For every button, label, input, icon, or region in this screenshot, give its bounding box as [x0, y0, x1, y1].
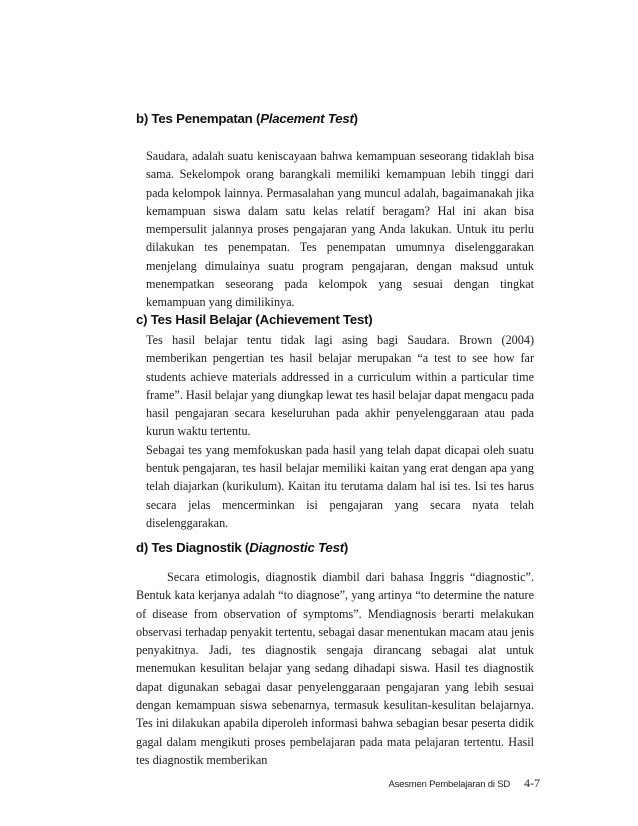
section-d-heading-prefix: d) Tes Diagnostik ( — [136, 540, 250, 555]
section-c-paragraph: Tes hasil belajar tentu tidak lagi asing bagi Saudara. Brown (2004) memberikan pengertian tes hasil belajar merupakan “a test to see how far students achieve materials addressed in a curriculum within a particular time frame”. Hasil belajar yang diungkap lewat tes hasil belajar dapat mengacu pada hasil pengajaran secara keseluruhan pada akhir penyelenggaraan atau pada kurun waktu tertentu. — [146, 333, 534, 439]
page-footer — [350, 774, 540, 792]
section-b-heading-suffix: ) — [353, 111, 358, 126]
section-d-heading-italic: Diagnostic Test — [249, 540, 344, 555]
section-d-heading — [136, 540, 348, 555]
section-d-paragraph: Secara etimologis, diagnostik diambil dari bahasa Inggris “diagnostic”. Bentuk kata kerjanya adalah “to diagnose”, yang artinya “to determine the nature of disease from observation of symptoms”. Mendiagnosis berarti melakukan observasi terhadap penyakit tertentu, sebagai dasar menentukan macam atau jenis penyakitnya. Jadi, tes diagnostik sengaja dirancang sebagai alat untuk menemukan kesulitan belajar yang sedang dihadapi siswa. Hasil tes diagnostik dapat digunakan sebagai dasar penyelenggaraan pengajaran yang lebih sesuai dengan kemampuan siswa sebenarnya, termasuk kesulitan-kesulitan belajarnya. Tes ini dilakukan apabila diperoleh informasi bahwa sebagian besar peserta didik gagal dalam mengikuti proses pembelajaran pada mata pelajaran tertentu. Hasil tes diagnostik memberikan — [136, 570, 534, 767]
section-d-heading-suffix: ) — [343, 540, 349, 555]
section-c-body — [146, 331, 534, 532]
section-b-paragraph: Saudara, adalah suatu keniscayaan bahwa kemampuan seseorang tidaklah bisa sama. Sekelompok orang barangkali memiliki kemampuan lebih tinggi dari pada kelompok lainnya. Permasalahan yang muncul adalah, bagaimanakah jika kemampuan siswa dalam satu kelas relatif beragam? Hal ini akan bisa mempersulit jalannya proses pengajaran yang Anda lakukan. Untuk itu perlu dilakukan tes penempatan. Tes penempatan umumnya diselenggarakan menjelang dimulainya suatu program pengajaran, dengan maksud untuk menempatkan seseorang pada kelompok yang sesuai dengan tingkat kemampuan yang dimilikinya. — [146, 149, 534, 310]
section-c-heading: c) Tes Hasil Belajar (Achievement Test) — [136, 312, 373, 327]
page-number: 4-7 — [524, 776, 540, 790]
section-b-heading-italic: Placement Test — [260, 111, 354, 126]
section-b-heading — [136, 111, 358, 126]
section-b-heading-prefix: b) Tes Penempatan ( — [136, 111, 261, 126]
section-c-paragraph: Sebagai tes yang memfokuskan pada hasil yang telah dapat dicapai oleh suatu bentuk pengajaran, tes hasil belajar memiliki kaitan yang erat dengan apa yang telah diajarkan (kurikulum). Kaitan itu terutama dalam hal isi tes. Isi tes harus secara jelas mencerminkan isi pengajaran yang secara nyata telah diselenggarakan. — [146, 442, 534, 530]
footer-running-title: Asesmen Pembelajaran di SD — [388, 779, 510, 790]
section-d-body — [136, 568, 534, 769]
section-b-body — [146, 147, 534, 312]
